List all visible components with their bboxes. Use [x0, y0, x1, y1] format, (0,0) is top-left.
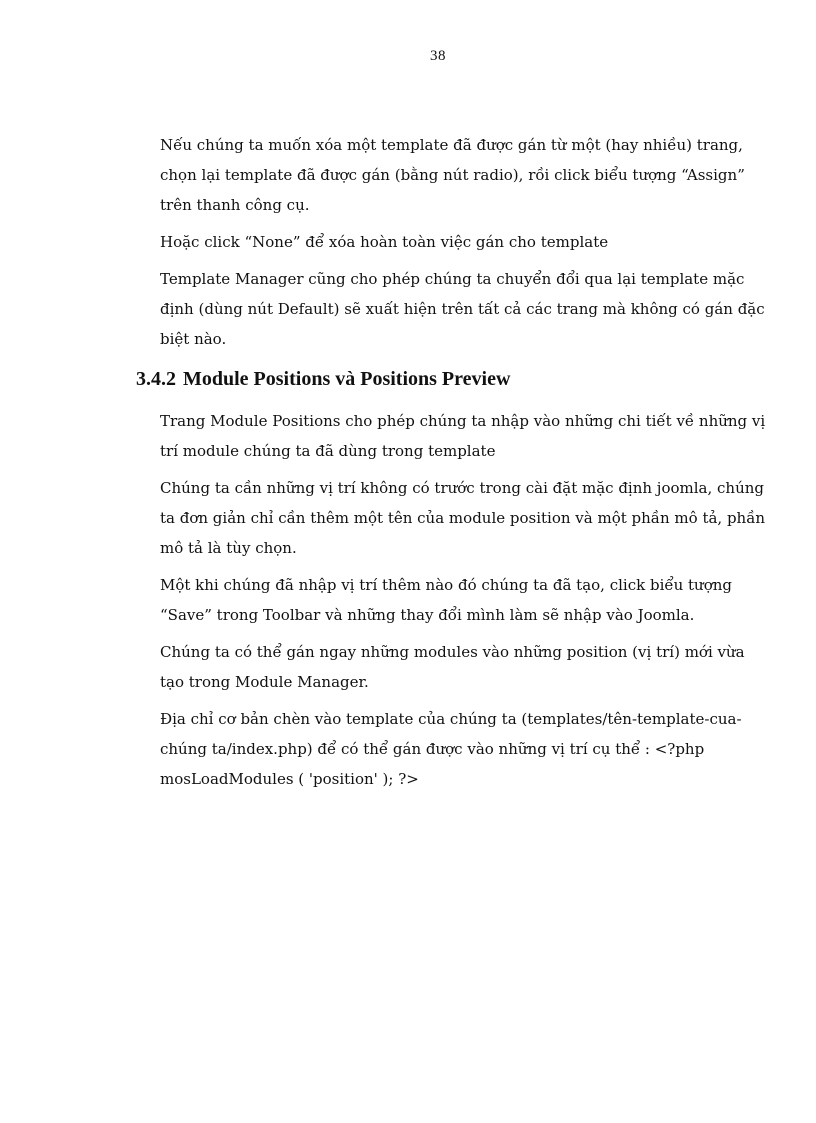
intro-text-block	[160, 130, 765, 361]
text-line: Trang Module Positions cho phép chúng ta nhập vào những chi tiết về những vị	[160, 412, 766, 430]
text-line: Template Manager cũng cho phép chúng ta chuyển đổi qua lại template mặc	[160, 270, 745, 288]
text-line: trên thanh công cụ.	[160, 196, 310, 214]
text-line: tạo trong Module Manager.	[160, 673, 369, 691]
paragraph-save-position	[160, 570, 740, 630]
text-line: chúng ta/index.php) để có thể gán được vào những vị trí cụ thể : <?php	[160, 740, 705, 758]
section-text-block	[160, 406, 766, 801]
paragraph-template-manager-default	[160, 264, 765, 354]
text-line: Một khi chúng đã nhập vị trí thêm nào đó chúng ta đã tạo, click biểu tượng	[160, 576, 732, 594]
text-line: định (dùng nút Default) sẽ xuất hiện trên tất cả các trang mà không có gán đặc	[160, 300, 765, 318]
paragraph-remove-assignment	[160, 130, 745, 220]
text-line: mô tả là tùy chọn.	[160, 539, 297, 557]
text-line: Hoặc click “None” để xóa hoàn toàn việc gán cho template	[160, 233, 609, 251]
paragraph-module-positions-page	[160, 406, 766, 466]
text-line: Chúng ta cần những vị trí không có trước trong cài đặt mặc định joomla, chúng	[160, 479, 765, 497]
text-line: chọn lại template đã được gán (bằng nút radio), rồi click biểu tượng “Assign”	[160, 166, 745, 184]
text-line: “Save” trong Toolbar và những thay đổi mình làm sẽ nhập vào Joomla.	[160, 606, 695, 624]
section-title: Module Positions và Positions Preview	[183, 368, 511, 390]
text-line: ta đơn giản chỉ cần thêm một tên của module position và một phần mô tả, phần	[160, 509, 766, 527]
text-line: mosLoadModules ( 'position' ); ?>	[160, 770, 419, 788]
section-heading	[136, 366, 510, 392]
page-number: 38	[430, 48, 446, 64]
paragraph-add-position	[160, 473, 766, 563]
text-line: biệt nào.	[160, 330, 227, 348]
paragraph-php-code	[160, 704, 740, 794]
paragraph-click-none	[160, 227, 740, 257]
text-line: trí module chúng ta đã dùng trong template	[160, 442, 496, 460]
text-line: Địa chỉ cơ bản chèn vào template của chúng ta (templates/tên-template-cua-	[160, 710, 742, 728]
text-line: Chúng ta có thể gán ngay những modules vào những position (vị trí) mới vừa	[160, 643, 745, 661]
paragraph-assign-modules	[160, 637, 745, 697]
section-number: 3.4.2	[136, 368, 176, 390]
text-line: Nếu chúng ta muốn xóa một template đã được gán từ một (hay nhiều) trang,	[160, 136, 743, 154]
